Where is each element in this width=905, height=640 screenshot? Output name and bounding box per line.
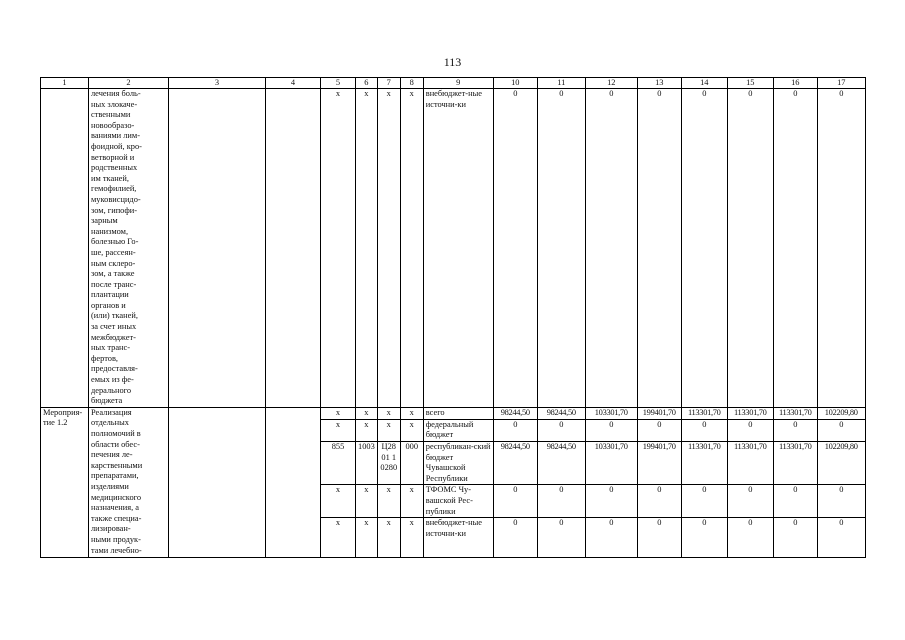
column-number: 16 (773, 78, 817, 89)
description-line: емых из фе- (91, 375, 134, 385)
code-cell: x (321, 419, 356, 441)
amount-cell: 0 (817, 419, 865, 441)
amount-cell: 98244,50 (537, 407, 585, 419)
empty-cell (266, 407, 321, 557)
amount-cell: 0 (537, 419, 585, 441)
description-line: ственными (91, 110, 131, 120)
description-line: Реализация (91, 407, 132, 417)
empty-cell (169, 89, 266, 408)
code-cell: x (377, 89, 400, 408)
description-line: после транс- (91, 279, 137, 289)
code-cell: x (321, 407, 356, 419)
column-number: 17 (817, 78, 865, 89)
funding-source: республикан-ский бюджет Чувашской Республики (423, 442, 493, 485)
description-line: нанизмом, (91, 226, 129, 236)
amount-cell: 0 (585, 89, 637, 408)
column-number: 1 (41, 78, 89, 89)
code-cell: x (377, 407, 400, 419)
funding-source: федеральный бюджет (423, 419, 493, 441)
code-cell: x (356, 407, 378, 419)
description-line: лечения боль- (91, 89, 141, 98)
amount-cell: 199401,70 (637, 407, 681, 419)
description-line: изделиями (91, 481, 129, 491)
funding-source: внебюджет-ные источни-ки (423, 518, 493, 558)
code-cell: x (356, 89, 378, 408)
amount-cell: 0 (537, 89, 585, 408)
amount-cell: 0 (637, 89, 681, 408)
description-line: медицинского (91, 492, 142, 502)
code-cell: x (356, 518, 378, 558)
description-line: зом, гипофи- (91, 205, 138, 215)
code-cell: 000 (400, 442, 423, 485)
description-line: родственных (91, 163, 138, 173)
code-cell: x (321, 89, 356, 408)
amount-cell: 0 (727, 419, 773, 441)
description-line: зарным (91, 216, 118, 226)
description-line: плантации (91, 290, 129, 300)
description-line: области обес- (91, 439, 140, 449)
description-line: фоидной, кро- (91, 141, 142, 151)
amount-cell: 0 (585, 485, 637, 518)
code-cell: Ц2801 10280 (377, 442, 400, 485)
description-line: также специа- (91, 513, 142, 523)
description-line: ше, рассеян- (91, 247, 136, 257)
amount-cell: 98244,50 (493, 442, 537, 485)
code-cell: x (321, 485, 356, 518)
amount-cell: 0 (585, 518, 637, 558)
amount-cell: 0 (773, 89, 817, 408)
description-line: новообразо- (91, 120, 135, 130)
amount-cell: 113301,70 (773, 442, 817, 485)
amount-cell: 0 (493, 518, 537, 558)
header-row (41, 78, 866, 89)
description-line: бюджета (91, 396, 123, 406)
empty-cell (266, 89, 321, 408)
event-title-cell (41, 407, 89, 557)
column-number: 11 (537, 78, 585, 89)
table-row (41, 407, 866, 419)
column-number: 6 (356, 78, 378, 89)
column-number: 5 (321, 78, 356, 89)
code-cell: x (321, 518, 356, 558)
code-cell: x (377, 518, 400, 558)
amount-cell: 0 (817, 89, 865, 408)
column-number: 7 (377, 78, 400, 89)
amount-cell: 0 (537, 518, 585, 558)
code-cell: x (400, 518, 423, 558)
description-line: ваниями лим- (91, 131, 141, 141)
table-row (41, 89, 866, 408)
description-line: гемофилией, (91, 184, 137, 194)
amount-cell: 98244,50 (493, 407, 537, 419)
page-number: 113 (443, 55, 462, 69)
amount-cell: 0 (493, 485, 537, 518)
column-number: 13 (637, 78, 681, 89)
funding-source: внебюджет-ные источни-ки (423, 89, 493, 408)
amount-cell: 0 (493, 419, 537, 441)
description-line: ными продук- (91, 534, 141, 544)
code-cell: 1003 (356, 442, 378, 485)
description-line: ветворной и (91, 152, 135, 162)
amount-cell: 113301,70 (727, 442, 773, 485)
amount-cell: 0 (637, 485, 681, 518)
description-line: карственными (91, 460, 143, 470)
description-line: болезнью Го- (91, 237, 139, 247)
description-line: печения ле- (91, 450, 133, 460)
amount-cell: 0 (727, 518, 773, 558)
code-cell: x (400, 419, 423, 441)
event-title-line: тие 1.2 (43, 418, 68, 428)
amount-cell: 103301,70 (585, 407, 637, 419)
code-cell: x (356, 419, 378, 441)
column-number: 4 (266, 78, 321, 89)
amount-cell: 0 (817, 485, 865, 518)
description-line: дерального (91, 385, 132, 395)
code-cell: x (356, 485, 378, 518)
code-cell: x (400, 89, 423, 408)
description-line: назначения, а (91, 503, 140, 513)
amount-cell: 199401,70 (637, 442, 681, 485)
description-line: предоставля- (91, 364, 138, 374)
description-line: (или) тканей, (91, 311, 138, 321)
amount-cell: 0 (681, 518, 727, 558)
amount-cell: 113301,70 (681, 442, 727, 485)
description-line: им тканей, (91, 173, 129, 183)
column-number: 14 (681, 78, 727, 89)
code-cell: x (377, 419, 400, 441)
description-line: препаратами, (91, 471, 139, 481)
amount-cell: 103301,70 (585, 442, 637, 485)
column-number: 3 (169, 78, 266, 89)
description-line: отдельных (91, 418, 129, 428)
description-cell (89, 407, 169, 557)
amount-cell: 0 (681, 485, 727, 518)
amount-cell: 102209,80 (817, 442, 865, 485)
funding-source: ТФОМС Чу-вашской Рес-публики (423, 485, 493, 518)
column-number: 10 (493, 78, 537, 89)
amount-cell: 0 (773, 485, 817, 518)
column-number: 2 (89, 78, 169, 89)
description-line: тами лечебно- (91, 545, 142, 555)
empty-cell (169, 407, 266, 557)
column-number: 12 (585, 78, 637, 89)
description-line: полномочий в (91, 429, 141, 438)
description-line: фертов, (91, 353, 119, 363)
amount-cell: 113301,70 (727, 407, 773, 419)
description-line: ных транс- (91, 343, 131, 353)
amount-cell: 0 (773, 419, 817, 441)
description-line: лизирован- (91, 524, 131, 534)
funding-source: всего (423, 407, 493, 419)
column-number: 9 (423, 78, 493, 89)
description-line: за счет иных (91, 322, 137, 332)
amount-cell: 0 (727, 89, 773, 408)
description-line: муковисцидо- (91, 194, 141, 204)
amount-cell: 0 (637, 518, 681, 558)
code-cell: x (400, 485, 423, 518)
amount-cell: 0 (773, 518, 817, 558)
amount-cell: 102209,80 (817, 407, 865, 419)
amount-cell: 0 (637, 419, 681, 441)
description-cell (89, 89, 169, 408)
budget-table (40, 77, 866, 558)
amount-cell: 0 (727, 485, 773, 518)
description-line: зом, а также (91, 269, 135, 279)
amount-cell: 113301,70 (773, 407, 817, 419)
amount-cell: 0 (817, 518, 865, 558)
column-number: 15 (727, 78, 773, 89)
amount-cell: 0 (681, 89, 727, 408)
description-line: ным склеро- (91, 258, 136, 268)
amount-cell: 0 (537, 485, 585, 518)
event-cell (41, 89, 89, 408)
amount-cell: 0 (681, 419, 727, 441)
code-cell: x (400, 407, 423, 419)
column-number: 8 (400, 78, 423, 89)
amount-cell: 0 (493, 89, 537, 408)
code-cell: x (377, 485, 400, 518)
amount-cell: 98244,50 (537, 442, 585, 485)
description-line: органов и (91, 300, 126, 310)
amount-cell: 0 (585, 419, 637, 441)
code-cell: 855 (321, 442, 356, 485)
amount-cell: 113301,70 (681, 407, 727, 419)
description-line: ных злокаче- (91, 99, 138, 109)
event-title-line: Мероприя- (43, 407, 83, 417)
description-line: межбюджет- (91, 332, 136, 342)
